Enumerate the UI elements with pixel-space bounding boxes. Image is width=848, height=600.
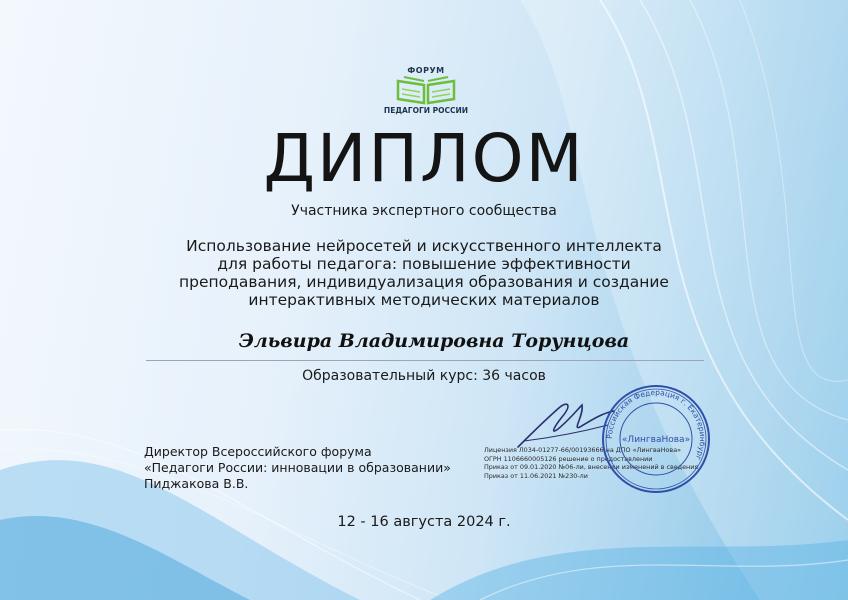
director-line: Пиджакова В.В. (144, 476, 249, 491)
name-underline (146, 360, 704, 361)
course-topic (150, 237, 698, 309)
topic-line: преподавания, индивидуализация образования и создание (179, 273, 669, 291)
license-line: Лицензия Л034-01277-66/00193666 на ДПО «ЛингваНова» (484, 446, 682, 454)
topic-line: для работы педагога: повышение эффективности (217, 255, 631, 273)
organization-stamp (600, 383, 712, 495)
diploma-title: ДИПЛОМ (263, 120, 585, 197)
forum-logo (380, 66, 472, 120)
director-line: Директор Всероссийского форума (144, 444, 372, 459)
topic-line: интерактивных методических материалов (248, 291, 600, 309)
open-book-icon (396, 75, 456, 105)
stamp-center-text: «ЛингваНова» (621, 435, 691, 445)
diploma-subtitle: Участника экспертного сообщества (291, 203, 557, 219)
director-line: «Педагоги России: инновации в образовании» (144, 460, 451, 475)
stamp-ring-text: Российская Федерация г. Екатеринбург (604, 387, 708, 462)
course-hours: Образовательный курс: 36 часов (302, 368, 546, 384)
logo-bottom-text: ПЕДАГОГИ РОССИИ (383, 106, 469, 115)
license-line: Приказ от 11.06.2021 №230-ли (484, 471, 588, 480)
logo-top-text: ФОРУМ (407, 66, 445, 75)
license-line: Приказ от 09.01.2020 №06-ли, внесении изменений в сведения (484, 463, 699, 472)
topic-line: Использование нейросетей и искусственного интеллекта (186, 237, 662, 255)
event-dates: 12 - 16 августа 2024 г. (337, 514, 511, 530)
director-signature-block (144, 444, 451, 492)
license-line: ОГРН 1106660005126 решение о предоставлении (484, 454, 653, 463)
recipient-name: Эльвира Владимировна Торунцова (238, 330, 630, 352)
